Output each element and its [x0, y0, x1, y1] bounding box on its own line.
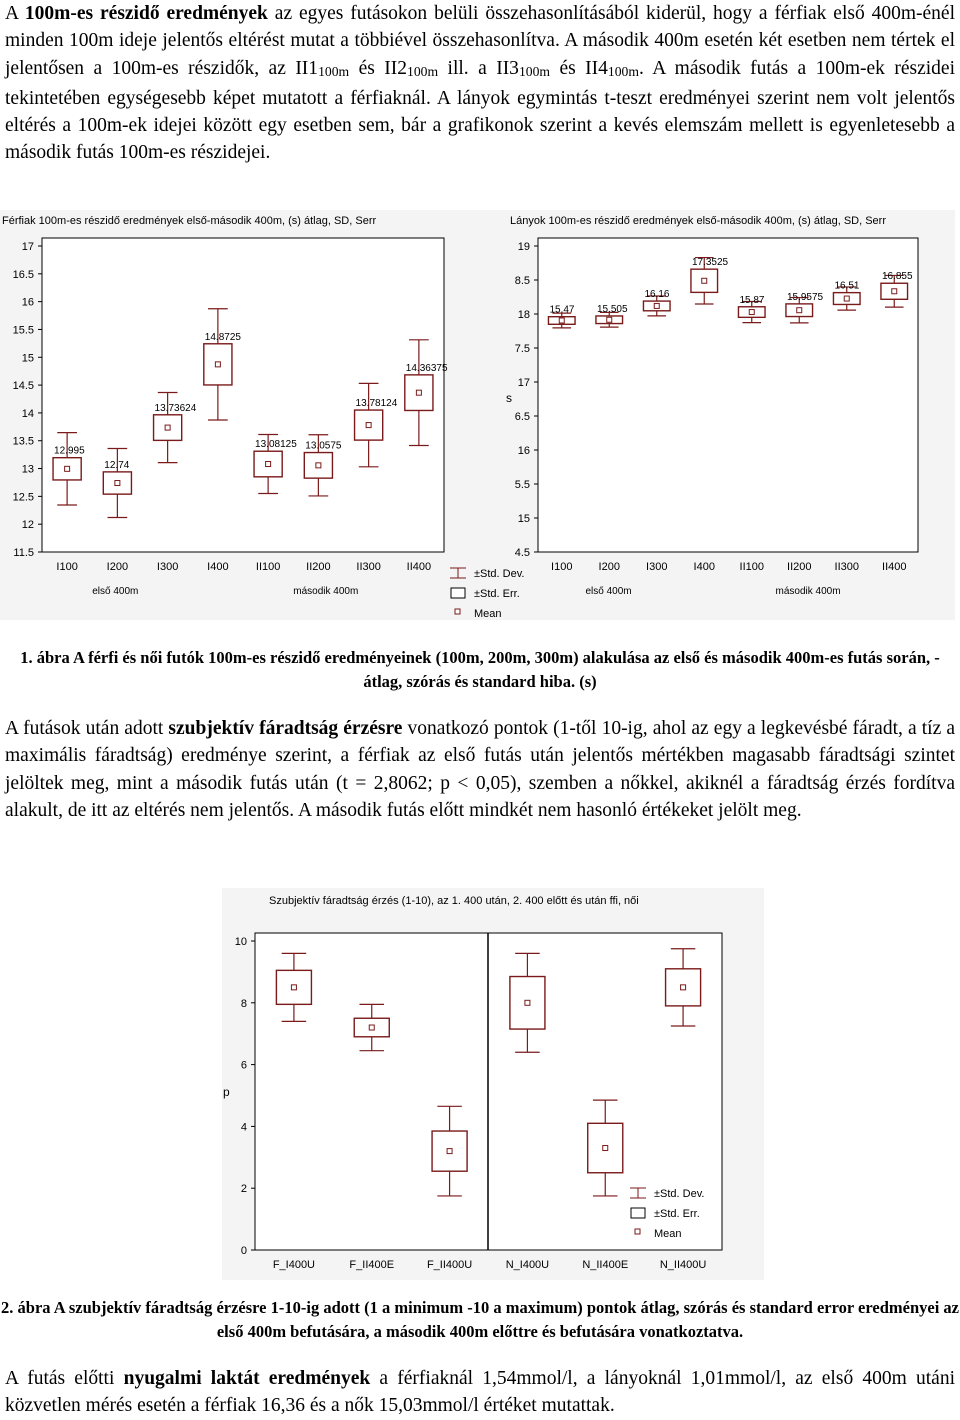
y-axis-label: p	[223, 1085, 230, 1099]
x-tick-label: II100	[739, 561, 764, 573]
y-tick-label: 6.5	[514, 411, 530, 423]
mean-marker	[65, 466, 70, 471]
mean-marker	[525, 1000, 530, 1005]
mean-label: 17.3525	[691, 257, 729, 269]
mean-label: 15.87	[739, 294, 765, 306]
y-tick-label: 16	[517, 445, 530, 457]
y-tick-label: 15	[21, 352, 34, 365]
x-tick-label: F_II400U	[426, 1259, 473, 1271]
x-tick-label: I100	[551, 561, 573, 573]
y-tick-label: 11.5	[13, 547, 34, 559]
y-axis-label: s	[506, 391, 512, 405]
y-tick-label: 14	[21, 407, 34, 420]
x-tick-label: II200	[787, 561, 812, 573]
legend-sd-label: ±Std. Dev.	[654, 1188, 705, 1200]
group-label: első 400m	[585, 586, 632, 597]
mean-marker	[266, 462, 271, 467]
x-tick-label: I200	[598, 561, 620, 573]
chart-title: Férfiak 100m-es részidő eredmények első-második 400m, (s) átlag, SD, Serr	[2, 215, 377, 227]
figure-2	[222, 888, 764, 1280]
y-tick-label: 17	[21, 241, 34, 253]
mean-marker	[291, 985, 296, 990]
group-label: első 400m	[92, 586, 139, 597]
y-tick-label: 8	[240, 997, 247, 1010]
mean-marker	[165, 425, 170, 430]
y-tick-label: 18	[517, 309, 530, 321]
mean-marker	[681, 985, 686, 990]
legend-mean-marker	[455, 609, 460, 614]
paragraph-intro: A 100m-es részidő eredmények az egyes futásokon belüli összehasonlításából kiderül, hogy a férfiak első 400m-énél minden 100m ideje jelentős eltérést mutat a többiével összehasonlítva. A második 400m esetén két esetben nem tértek el jelentősen a 100m-es részidők, az $II1_{100m}$ és $II2_{100m}$ ill. a $II3_{100m}$ és $II4_{100m}$. A második futás a 100m-ek részidei tekintetében egységesebb képet mutatott a férfiaknál. A lányok egymintás t-teszt eredményei szerint nem volt jelentős eltérés a 100m-ek idejei között egy esetben sem, bár a grafikonok szerint a kevés elemszám mellett is egyenletesebb a második futás 100m-es részidejei.	[5, 3, 956, 164]
mean-label: 15.47	[549, 304, 575, 316]
x-tick-label: II400	[406, 561, 432, 573]
y-tick-label: 5.5	[514, 479, 530, 491]
y-tick-label: 17	[517, 377, 530, 389]
figure-2-svg	[222, 888, 764, 1280]
mean-marker	[369, 1025, 374, 1030]
y-tick-label: 14.5	[12, 380, 34, 393]
x-tick-label: II400	[882, 561, 907, 573]
mean-marker	[215, 362, 220, 367]
mean-marker	[607, 317, 612, 322]
mean-label: 14.36375	[405, 362, 448, 374]
mean-marker	[416, 390, 421, 395]
y-tick-label: 10	[234, 936, 247, 948]
paragraph-fatigue: A futások után adott szubjektív fáradtság érzésre vonatkozó pontok (1-től 10-ig, ahol az egy a legkevésbé fáradt, a tíz a maximális fáradtság) eredménye szerint, a férfiak az első futás után jelentős mértékben magasabb fáradtsági szintet jelöltek meg, mint a második futás után (t = 2,8062; p < 0,05), szemben a nőkkel, akiknél a fáradtság érzés fordítva alakult, de itt az eltérés nem jelentős. A második futás előtt mindkét nem hasonló értékeket jelölt meg.	[5, 718, 955, 821]
mean-marker	[447, 1149, 452, 1154]
y-tick-label: 13	[21, 463, 34, 476]
y-tick-label: 12	[21, 519, 34, 532]
figure-1	[0, 210, 955, 620]
chart-title: Szubjektív fáradtság érzés (1-10), az 1. 400 után, 2. 400 előtt és után ffi, női	[269, 895, 639, 907]
y-tick-label: 15	[517, 513, 530, 525]
y-tick-label: 13.5	[12, 435, 34, 448]
legend-mean-label: Mean	[474, 608, 502, 620]
x-tick-label: N_II400U	[659, 1259, 707, 1271]
legend-sd-label: ±Std. Dev.	[474, 568, 525, 580]
mean-marker	[559, 318, 564, 323]
x-tick-label: II100	[255, 561, 281, 573]
x-tick-label: II200	[306, 561, 331, 573]
x-tick-label: I100	[56, 561, 78, 573]
mean-label: 15.9575	[786, 291, 824, 303]
y-tick-label: 4.5	[514, 547, 530, 559]
x-tick-label: F_II400E	[349, 1259, 395, 1271]
y-tick-label: 7.5	[514, 343, 530, 355]
legend-se-box	[631, 1208, 645, 1218]
mean-label: 16.16	[644, 289, 670, 301]
bold-term: szubjektív fáradtság érzésre	[168, 718, 403, 739]
bold-term: nyugalmi laktát eredmények	[123, 1368, 371, 1389]
x-tick-label: I300	[646, 561, 668, 573]
mean-label: 16.51	[834, 280, 860, 292]
mean-label: 13.08125	[255, 439, 297, 451]
legend-se-label: ±Std. Err.	[474, 588, 520, 600]
mean-label: 12.74	[104, 459, 130, 471]
mean-marker	[892, 289, 897, 294]
mean-label: 15.505	[596, 303, 628, 315]
figure-1-svg	[0, 210, 955, 620]
y-tick-label: 16	[21, 296, 34, 309]
mean-marker	[115, 481, 120, 486]
y-tick-label: 8.5	[514, 275, 530, 287]
y-tick-label: 0	[240, 1245, 247, 1257]
group-label: második 400m	[775, 586, 841, 597]
legend-mean-marker	[635, 1229, 640, 1234]
mean-marker	[366, 423, 371, 428]
mean-label: 13.78124	[355, 398, 398, 410]
mean-label: 16.855	[881, 271, 913, 283]
mean-label: 13.73624	[154, 402, 197, 414]
legend-se-label: ±Std. Err.	[654, 1208, 700, 1220]
x-tick-label: I400	[207, 561, 229, 573]
legend-mean-label: Mean	[654, 1228, 682, 1240]
paragraph-lactate: A futás előtti nyugalmi laktát eredmények a férfiaknál 1,54mmol/l, a lányoknál 1,01mmol/l, az első 400m utáni közvetlen mérés esetén a férfiak 16,36 és a nők 15,03mmol/l értéket mutattak.	[5, 1368, 955, 1417]
y-tick-label: 6	[240, 1059, 247, 1072]
x-tick-label: II300	[834, 561, 859, 573]
y-tick-label: 4	[240, 1121, 247, 1134]
bold-term: 100m-es részidő eredmények	[24, 3, 268, 24]
plot-frame	[538, 238, 918, 552]
legend-se-box	[451, 588, 465, 598]
x-tick-label: I200	[106, 561, 129, 573]
y-tick-label: 2	[240, 1183, 247, 1196]
y-tick-label: 12.5	[12, 491, 34, 504]
mean-marker	[603, 1146, 608, 1151]
y-tick-label: 16.5	[12, 268, 34, 281]
y-tick-label: 19	[517, 241, 530, 253]
figure-2-caption: 2. ábra A szubjektív fáradtság érzésre 1-10-ig adott (1 a minimum -10 a maximum) pontok átlag, szórás és standard error eredményei az első 400m befutására, a második 400m előttre és befutására vonatkoztatva.	[1, 1298, 959, 1341]
figure-1-caption: 1. ábra A férfi és női futók 100m-es részidő eredményeinek (100m, 200m, 300m) alakulása az első és második 400m-es futás során, - átlag, szórás és standard hiba. (s)	[20, 648, 940, 691]
x-tick-label: I300	[156, 561, 179, 573]
mean-label: 13.0575	[305, 440, 342, 452]
x-tick-label: I400	[693, 561, 715, 573]
y-tick-label: 15.5	[12, 324, 34, 337]
group-label: második 400m	[293, 586, 359, 597]
chart-title: Lányok 100m-es részidő eredmények első-második 400m, (s) átlag, SD, Serr	[510, 215, 886, 227]
x-tick-label: II300	[356, 561, 381, 573]
mean-marker	[654, 303, 659, 308]
mean-marker	[316, 463, 321, 468]
mean-marker	[797, 308, 802, 313]
plot-frame	[42, 238, 444, 552]
mean-label: 12.995	[54, 445, 85, 457]
mean-marker	[749, 310, 754, 315]
x-tick-label: N_I400U	[505, 1259, 550, 1271]
mean-marker	[702, 278, 707, 283]
x-tick-label: N_II400E	[582, 1259, 629, 1271]
x-tick-label: F_I400U	[272, 1259, 316, 1271]
mean-label: 14.8725	[204, 331, 241, 343]
mean-marker	[844, 296, 849, 301]
